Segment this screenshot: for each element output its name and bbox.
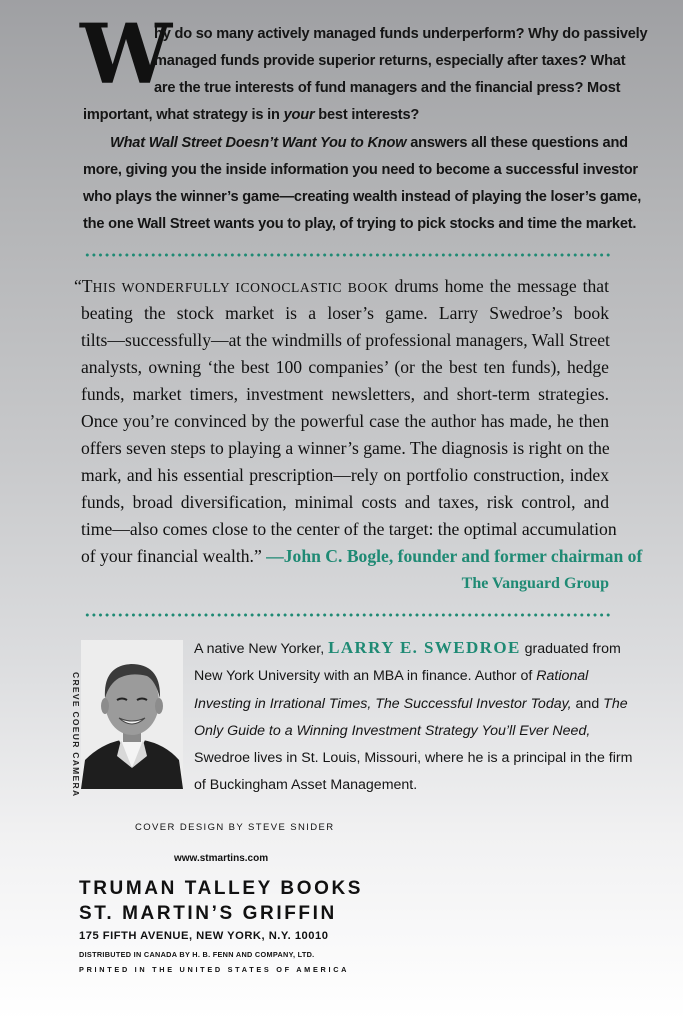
quote-line-3: tilts—successfully—at the windmills of professional managers, Wall Street [81,330,610,350]
printed-in: PRINTED IN THE UNITED STATES OF AMERICA [79,965,350,974]
blurb-p2-line-3: who plays the winner’s game—creating wealth instead of playing the loser’s game, [83,189,642,205]
blurb-p2-line-4: the one Wall Street wants you to play, of trying to pick stocks and time the market. [83,216,637,232]
dotted-divider-bottom [84,612,611,618]
photo-credit: CREVE COEUR CAMERA [71,672,81,798]
bio-line-1: A native New Yorker, LARRY E. SWEDROE graduated from [194,638,621,657]
bio-line-2: New York University with an MBA in finance. Author of Rational [194,668,589,684]
blurb-p2-line-2: more, giving you the inside information you need to become a successful investor [83,162,638,178]
dotted-divider-top [84,252,611,258]
quote-line-11: of your financial wealth.” —John C. Bogle, founder and former chairman of [81,546,643,566]
blurb-line-3: are the true interests of fund managers and the financial press? Most [154,80,621,96]
website-link[interactable]: www.stmartins.com [174,853,269,864]
quote-attribution: —John C. Bogle, founder and former chairman of [266,546,643,566]
blurb-p2-line-1: What Wall Street Doesn’t Want You to Know answers all these questions and [110,135,628,151]
quote-line-9: funds, broad diversification, minimal costs and taxes, risk control, and [81,492,609,512]
quote-line-7: offers seven steps to playing a winner’s game. The diagnosis is right on the [81,438,610,458]
bio-line-3: Investing in Irrational Times, The Successful Investor Today, and The [194,696,628,712]
drop-cap: W [80,7,173,103]
blurb-line-1: hy do so many actively managed funds underperform? Why do passively [154,26,648,42]
author-photo [81,640,183,789]
bio-line-5: Swedroe lives in St. Louis, Missouri, where he is a principal in the firm [194,750,633,766]
blurb-line-4: important, what strategy is in your best interests? [83,107,420,123]
publisher-address: 175 FIFTH AVENUE, NEW YORK, N.Y. 10010 [79,930,329,942]
quote-line-2: beating the stock market is a loser’s game. Larry Swedroe’s book [81,303,609,323]
quote-line-8: mark, and his essential prescription—rely on portfolio construction, index [81,465,609,485]
quote-line-6: Once you’re convinced by the powerful case the author has made, he then [81,411,609,431]
canada-distribution: DISTRIBUTED IN CANADA BY H. B. FENN AND COMPANY, LTD. [79,950,315,959]
book-title: What Wall Street Doesn’t Want You to Know [110,135,407,151]
bio-line-6: of Buckingham Asset Management. [194,777,418,793]
bio-line-4: Only Guide to a Winning Investment Strategy You’ll Ever Need, [194,723,591,739]
imprint-st-martins: ST. MARTIN’S GRIFFIN [79,903,337,924]
blurb-line-2: managed funds provide superior returns, especially after taxes? What [154,53,626,69]
imprint-truman-talley: TRUMAN TALLEY BOOKS [79,878,364,899]
cover-design-credit: COVER DESIGN BY STEVE SNIDER [135,822,335,833]
author-name: LARRY E. SWEDROE [328,638,521,657]
quote-line-10: time—also comes close to the center of the target: the optimal accumulation [81,519,617,539]
quote-line-4: analysts, owning ‘the best 100 companies’ (or the best ten funds), hedge [81,357,609,377]
quote-attribution-line-2: The Vanguard Group [461,575,609,592]
quote-line-5: funds, market timers, investment newsletters, and short-term strategies. [81,384,609,404]
quote-line-1: “THIS WONDERFULLY ICONOCLASTIC BOOK drums home the message that [74,276,610,296]
